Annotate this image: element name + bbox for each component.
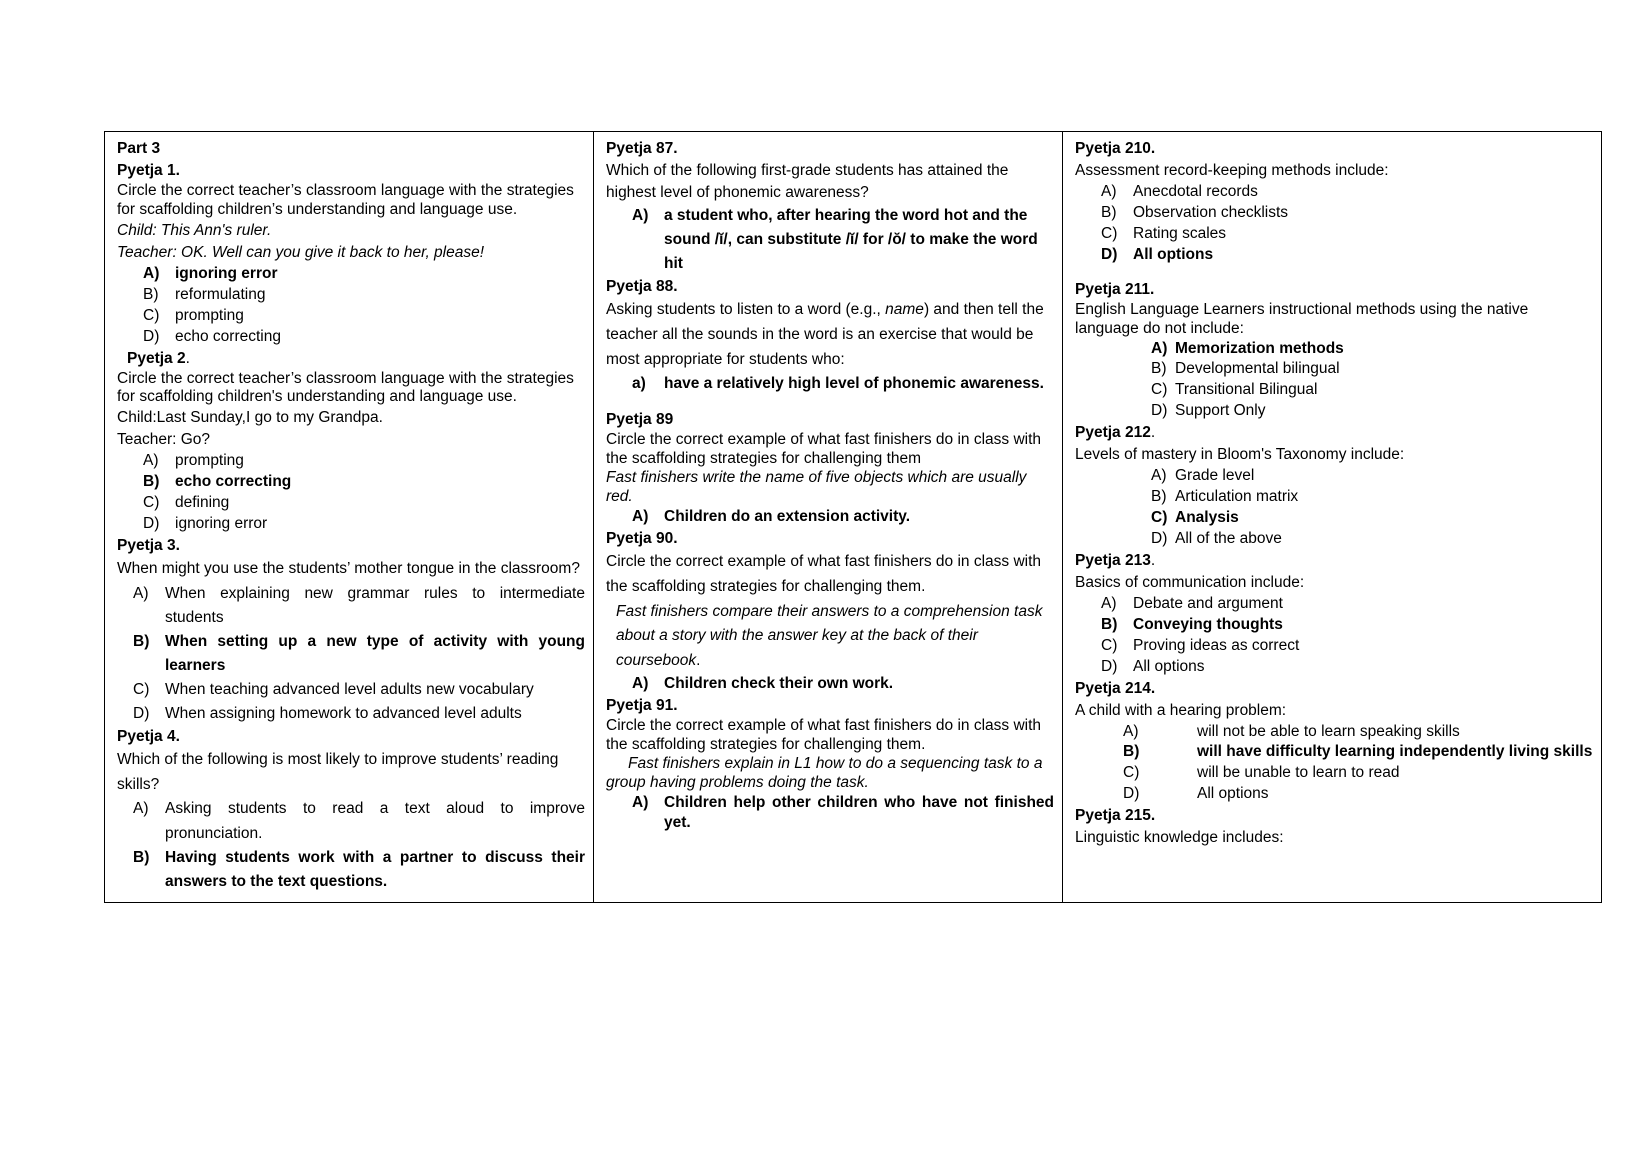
question-block-2	[117, 348, 585, 536]
option-item-b[interactable]	[1075, 487, 1593, 508]
question-number: Pyetja 211.	[1075, 280, 1155, 298]
option-item-d[interactable]	[1075, 529, 1593, 550]
option-marker: a)	[632, 375, 646, 393]
option-item-c[interactable]	[117, 678, 585, 702]
block-spacer	[606, 396, 1054, 409]
option-marker: C)	[1101, 636, 1118, 654]
option-item-a[interactable]	[1075, 722, 1593, 743]
question-number	[1075, 422, 1593, 444]
option-item-c[interactable]	[1075, 380, 1593, 401]
question-stem: Circle the correct example of what fast finishers do in class with the scaffolding strategies for challenging them.	[606, 553, 1042, 595]
option-text: Debate and argument	[1133, 594, 1283, 612]
question-number-suffix: .	[1150, 551, 1156, 569]
option-marker: A)	[1151, 467, 1167, 485]
option-text: All of the above	[1175, 529, 1282, 547]
question-number	[117, 348, 585, 370]
option-item-d[interactable]	[1075, 245, 1593, 266]
option-marker: B)	[143, 285, 159, 303]
question-block-215	[1075, 805, 1593, 849]
option-item-b[interactable]	[117, 846, 585, 894]
option-text: echo correcting	[175, 327, 281, 345]
option-text: Support Only	[1175, 402, 1266, 420]
option-item-a[interactable]	[1075, 339, 1593, 360]
option-marker: A)	[133, 800, 149, 818]
question-number	[1075, 550, 1593, 572]
option-item-b[interactable]	[117, 630, 585, 678]
question-number: Pyetja 91.	[606, 696, 678, 714]
option-text: All options	[1197, 785, 1269, 803]
option-list	[1075, 722, 1593, 806]
question-stem-pre: Asking students to listen to a word (e.g.,	[606, 301, 886, 319]
option-list	[117, 451, 585, 535]
table-row	[105, 132, 1602, 903]
option-item-a[interactable]	[606, 793, 1054, 835]
option-text: When setting up a new type of activity with young learners	[165, 632, 585, 674]
option-list	[1075, 182, 1593, 266]
option-item-d[interactable]	[117, 514, 585, 535]
option-text: Asking students to read a text aloud to improve pronunciation.	[165, 800, 585, 842]
question-number-suffix: .	[185, 349, 190, 367]
question-stem: Levels of mastery in Bloom's Taxonomy include:	[1075, 446, 1405, 464]
option-marker: C)	[1101, 224, 1118, 242]
option-marker: D)	[1101, 245, 1118, 263]
option-list	[1075, 339, 1593, 423]
option-item-a[interactable]	[117, 451, 585, 472]
question-block-89	[606, 409, 1054, 528]
option-marker: C)	[1151, 509, 1168, 527]
option-text: a student who, after hearing the word hot and the sound /ĭ/, can substitute /ĭ/ for /ŏ/ to make the word hit	[664, 207, 1038, 273]
question-stem: Circle the correct teacher’s classroom language with the strategies for scaffolding children's understanding and language use.	[117, 369, 574, 406]
option-text: Developmental bilingual	[1175, 360, 1340, 378]
question-number: Pyetja 214.	[1075, 679, 1156, 697]
option-item-a[interactable]	[1075, 182, 1593, 203]
option-item-c[interactable]	[117, 306, 585, 327]
option-list	[606, 204, 1054, 276]
option-marker: A)	[632, 207, 649, 224]
option-text: Having students work with a partner to discuss their answers to the text questions.	[165, 848, 585, 890]
option-marker: B)	[1101, 615, 1118, 633]
option-list	[606, 507, 1054, 528]
option-text: ignoring error	[175, 515, 268, 533]
question-example: Fast finishers write the name of five objects which are usually red.	[606, 469, 1027, 506]
option-marker: D)	[143, 515, 160, 533]
question-block-88	[606, 276, 1054, 396]
option-list	[1075, 466, 1593, 550]
question-stem: Which of the following first-grade students has attained the highest level of phonemic awareness?	[606, 162, 1009, 201]
question-stem: Circle the correct example of what fast finishers do in class with the scaffolding strategies for challenging them.	[606, 716, 1042, 753]
option-item-b[interactable]	[1075, 203, 1593, 224]
question-stem: Which of the following is most likely to improve students’ reading skills?	[117, 750, 559, 793]
question-block-1	[117, 160, 585, 348]
question-example-text: Fast finishers compare their answers to a comprehension task about a story with the answer key at the back of their coursebook	[616, 602, 1043, 670]
dialog-line-teacher: Teacher: OK. Well can you give it back to her, please!	[117, 243, 485, 261]
question-block-210	[1075, 138, 1593, 266]
option-marker: A)	[1151, 339, 1168, 357]
dialog-line-child: Child:Last Sunday,I go to my Grandpa.	[117, 409, 383, 427]
option-marker: A)	[143, 452, 159, 470]
option-text: Conveying thoughts	[1133, 615, 1283, 633]
option-text: When explaining new grammar rules to intermediate students	[165, 584, 585, 626]
option-item-b[interactable]	[1075, 615, 1593, 636]
option-list	[117, 582, 585, 726]
option-item-a[interactable]	[606, 372, 1054, 396]
question-block-90	[606, 528, 1054, 695]
option-marker: A)	[632, 508, 649, 526]
option-item-d[interactable]	[1075, 401, 1593, 422]
option-marker: C)	[1123, 764, 1140, 782]
question-number: Pyetja 88.	[606, 278, 678, 296]
question-block-87	[606, 138, 1054, 276]
option-marker: A)	[1101, 594, 1117, 612]
option-marker: C)	[143, 306, 160, 324]
question-stem: Circle the correct example of what fast finishers do in class with the scaffolding strategies for challenging them	[606, 431, 1042, 468]
exam-questions-table	[104, 131, 1602, 903]
question-block-213	[1075, 550, 1593, 678]
option-marker: D)	[1151, 529, 1168, 547]
option-item-a[interactable]	[1075, 466, 1593, 487]
question-stem: Basics of communication include:	[1075, 573, 1305, 591]
option-list	[1075, 594, 1593, 678]
option-text: Rating scales	[1133, 224, 1227, 242]
option-marker: A)	[632, 674, 649, 692]
table-cell-column-3	[1063, 132, 1602, 903]
option-marker: B)	[133, 848, 150, 866]
option-text: Transitional Bilingual	[1175, 381, 1318, 399]
option-marker: B)	[1123, 743, 1140, 761]
question-stem: Assessment record-keeping methods include:	[1075, 162, 1389, 179]
option-marker: A)	[1101, 183, 1117, 200]
question-stem: Circle the correct teacher’s classroom language with the strategies for scaffolding children’s understanding and language use.	[117, 182, 574, 218]
question-stem: A child with a hearing problem:	[1075, 701, 1287, 719]
question-block-211	[1075, 279, 1593, 423]
option-text: Articulation matrix	[1175, 488, 1299, 506]
option-item-a[interactable]	[606, 204, 1054, 276]
option-list	[117, 797, 585, 893]
question-example-suffix: .	[696, 652, 701, 670]
option-text: will not be able to learn speaking skills	[1197, 722, 1460, 740]
question-stem	[606, 298, 1054, 372]
option-text: will be unable to learn to read	[1197, 764, 1400, 782]
option-item-a[interactable]	[117, 582, 585, 630]
option-marker: C)	[1151, 381, 1168, 399]
option-text: Analysis	[1175, 509, 1239, 527]
option-text: reformulating	[175, 285, 266, 303]
table-cell-column-2	[594, 132, 1063, 903]
option-item-c[interactable]	[1075, 508, 1593, 529]
option-text: echo correcting	[175, 473, 292, 491]
option-list	[606, 793, 1054, 835]
dialog-line-teacher: Teacher: Go?	[117, 431, 211, 449]
option-marker: C)	[133, 680, 150, 698]
question-stem-post: ) and then tell the teacher all the sounds in the word is an exercise that would be most appropriate for students who:	[606, 301, 1044, 368]
part-label: Part 3	[117, 140, 161, 157]
question-number: Pyetja 1.	[117, 162, 180, 179]
option-text: Proving ideas as correct	[1133, 636, 1300, 654]
option-item-d[interactable]	[117, 702, 585, 726]
option-marker: B)	[1151, 488, 1167, 506]
question-block-212	[1075, 422, 1593, 550]
option-text: prompting	[175, 306, 244, 324]
option-text: All options	[1133, 245, 1214, 263]
option-item-d[interactable]	[1075, 784, 1593, 805]
dialog-line-child: Child: This Ann's ruler.	[117, 221, 272, 239]
question-number-suffix: .	[1150, 424, 1156, 442]
option-item-b[interactable]	[1075, 742, 1593, 763]
option-marker: D)	[1151, 402, 1168, 420]
option-item-c[interactable]	[1075, 636, 1593, 657]
option-item-b[interactable]	[117, 472, 585, 493]
option-text: Children check their own work.	[664, 674, 894, 692]
question-number: Pyetja 3.	[117, 537, 180, 554]
option-item-a[interactable]	[117, 264, 585, 285]
option-item-a[interactable]	[606, 674, 1054, 695]
option-text: When teaching advanced level adults new vocabulary	[165, 680, 534, 698]
question-number-text: Pyetja 212	[1075, 424, 1151, 442]
option-item-d[interactable]	[1075, 657, 1593, 678]
option-list	[606, 372, 1054, 396]
block-spacer	[1075, 266, 1593, 279]
option-item-d[interactable]	[117, 327, 585, 348]
option-item-b[interactable]	[1075, 359, 1593, 380]
option-marker: B)	[143, 473, 160, 491]
option-item-a[interactable]	[1075, 594, 1593, 615]
option-item-a[interactable]	[117, 797, 585, 845]
option-marker: B)	[1151, 360, 1167, 378]
option-marker: B)	[133, 632, 150, 650]
option-marker: A)	[1123, 722, 1139, 740]
option-text: Children do an extension activity.	[664, 508, 911, 526]
table-cell-column-1	[105, 132, 594, 903]
option-text: have a relatively high level of phonemic awareness.	[664, 375, 1044, 393]
option-marker: B)	[1101, 203, 1117, 221]
option-item-c[interactable]	[1075, 763, 1593, 784]
question-number: Pyetja 87.	[606, 140, 678, 157]
question-stem: Linguistic knowledge includes:	[1075, 829, 1284, 847]
question-example: Fast finishers explain in L1 how to do a sequencing task to a group having problems doing the task.	[606, 754, 1043, 791]
question-number: Pyetja 215.	[1075, 807, 1156, 825]
option-text: When assigning homework to advanced level adults	[165, 704, 522, 722]
question-number-text: Pyetja 213	[1075, 551, 1151, 569]
question-stem: English Language Learners instructional methods using the native language do not include:	[1075, 300, 1529, 337]
question-number: Pyetja 4.	[117, 727, 180, 745]
option-list	[606, 674, 1054, 695]
option-marker: A)	[632, 793, 649, 811]
option-marker: C)	[143, 494, 160, 512]
question-block-214	[1075, 678, 1593, 806]
question-number: Pyetja 210.	[1075, 140, 1156, 157]
option-text: Children help other children who have not finished yet.	[664, 793, 1054, 832]
option-marker: A)	[143, 264, 160, 282]
option-item-c[interactable]	[117, 493, 585, 514]
option-text: Memorization methods	[1175, 339, 1344, 357]
option-marker: D)	[133, 704, 150, 722]
question-stem-emphasis: name	[885, 301, 924, 319]
question-number: Pyetja 89	[606, 411, 674, 429]
option-text: Grade level	[1175, 467, 1255, 485]
question-stem: When might you use the students’ mother tongue in the classroom?	[117, 560, 580, 577]
option-marker: D)	[1101, 657, 1118, 675]
option-item-a[interactable]	[606, 507, 1054, 528]
question-example	[606, 600, 1054, 674]
option-marker: D)	[143, 327, 160, 345]
question-number-text: Pyetja 2	[127, 349, 186, 367]
option-text: ignoring error	[175, 264, 278, 282]
question-block-3	[117, 535, 585, 726]
option-text: prompting	[175, 452, 244, 470]
option-text: All options	[1133, 657, 1205, 675]
question-block-4	[117, 726, 585, 894]
option-text: will have difficulty learning independently living skills	[1197, 743, 1593, 761]
question-block-91	[606, 695, 1054, 834]
option-item-b[interactable]	[117, 285, 585, 306]
option-text: Observation checklists	[1133, 203, 1289, 221]
option-marker: A)	[133, 584, 149, 602]
option-text: defining	[175, 494, 230, 512]
option-marker: D)	[1123, 785, 1140, 803]
question-number: Pyetja 90.	[606, 530, 678, 547]
option-text: Anecdotal records	[1133, 183, 1258, 200]
option-list	[117, 264, 585, 348]
option-item-c[interactable]	[1075, 224, 1593, 245]
